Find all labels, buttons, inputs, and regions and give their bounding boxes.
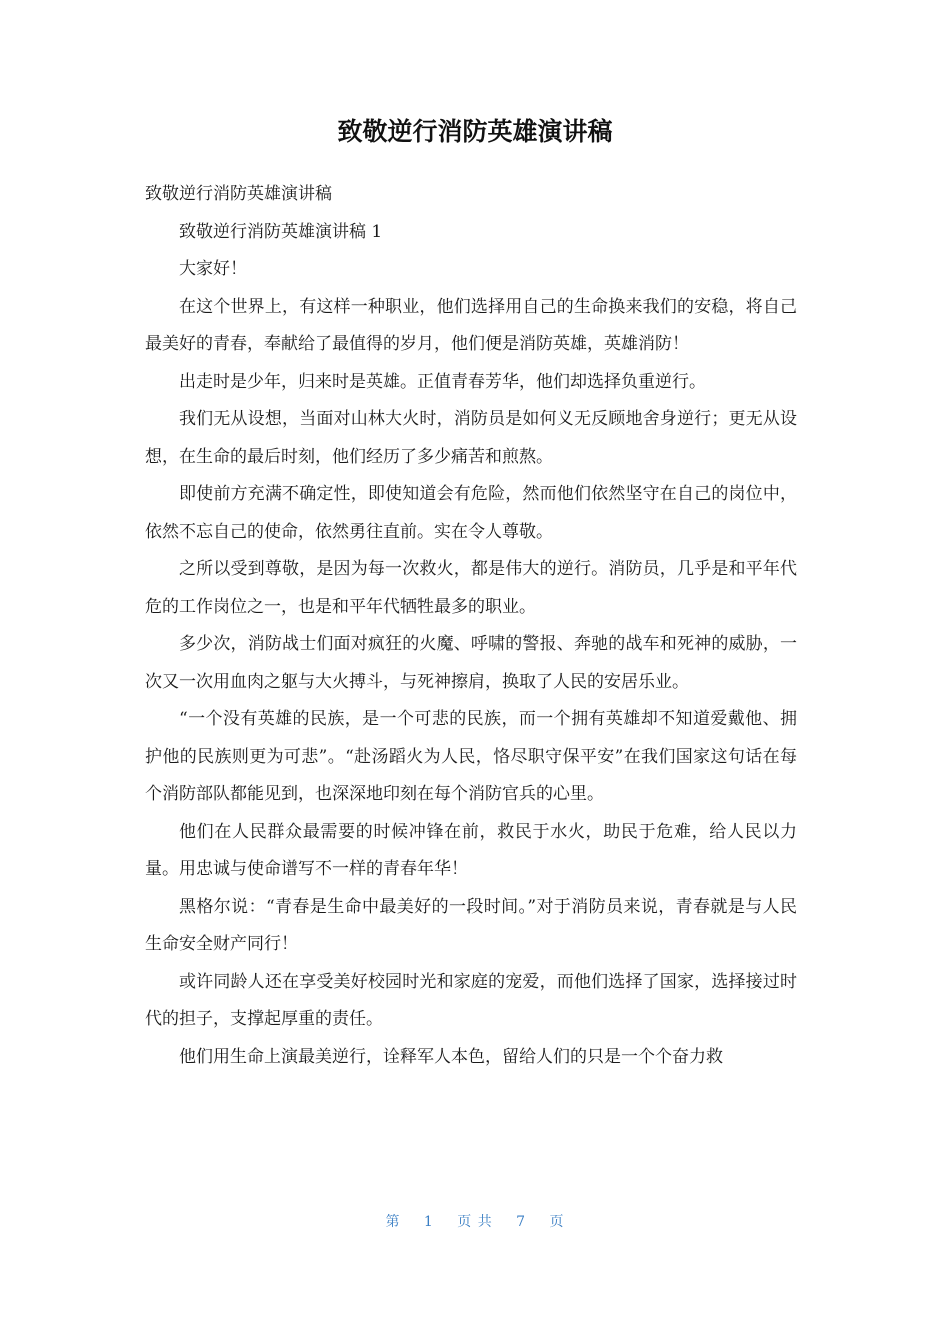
paragraph: 他们在人民群众最需要的时候冲锋在前，救民于水火，助民于危难，给人民以力量。用忠诚与使命谱写不一样的青春年华！: [145, 821, 797, 879]
current-page-number: 1: [423, 1214, 434, 1230]
document-title: 致敬逆行消防英雄演讲稿: [337, 117, 613, 146]
paragraph: 大家好！: [179, 259, 247, 279]
paragraph: 我们无从设想，当面对山林大火时，消防员是如何义无反顾地舍身逆行；更无从设想，在生命的最后时刻，他们经历了多少痛苦和煎熬。: [145, 409, 797, 467]
paragraph: 他们用生命上演最美逆行，诠释军人本色，留给人们的只是一个个奋力救: [179, 1046, 723, 1067]
paragraph-subheading: 致敬逆行消防英雄演讲稿 1: [179, 221, 383, 242]
paragraph: 即使前方充满不确定性，即使知道会有危险，然而他们依然坚守在自己的岗位中，依然不忘自己的使命，依然勇往直前。实在令人尊敬。: [145, 484, 797, 542]
paragraph-heading: 致敬逆行消防英雄演讲稿: [145, 184, 332, 204]
paragraph: 黑格尔说：“青春是生命中最美好的一段时间。”对于消防员来说，青春就是与人民生命安全财产同行！: [145, 896, 797, 954]
paragraph: 多少次，消防战士们面对疯狂的火魔、呼啸的警报、奔驰的战车和死神的威胁，一次又一次用血肉之躯与大火搏斗，与死神擦肩，换取了人民的安居乐业。: [145, 634, 797, 692]
document-body: [145, 176, 797, 1076]
paragraph: 出走时是少年，归来时是英雄。正值青春芳华，他们却选择负重逆行。: [179, 371, 706, 392]
total-pages-number: 7: [516, 1214, 527, 1230]
paragraph: 或许同龄人还在享受美好校园时光和家庭的宠爱，而他们选择了国家，选择接过时代的担子，支撑起厚重的责任。: [145, 971, 797, 1029]
paragraph: “一个没有英雄的民族，是一个可悲的民族，而一个拥有英雄却不知道爱戴他、拥护他的民族则更为可悲”。“赴汤蹈火为人民，恪尽职守保平安”在我们国家这句话在每个消防部队都能见到，也深深地印刻在每个消防官兵的心里。: [145, 709, 797, 804]
page-label-prefix: 第: [385, 1214, 401, 1230]
page-label-suffix: 页: [549, 1214, 565, 1230]
page-label-middle: 页 共: [457, 1214, 493, 1230]
paragraph: 之所以受到尊敬，是因为每一次救火，都是伟大的逆行。消防员，几乎是和平年代危的工作岗位之一，也是和平年代牺牲最多的职业。: [145, 559, 797, 617]
page-footer: [0, 1210, 950, 1234]
paragraph: 在这个世界上，有这样一种职业，他们选择用自己的生命换来我们的安稳，将自己最美好的青春，奉献给了最值得的岁月，他们便是消防英雄，英雄消防！: [145, 296, 797, 354]
